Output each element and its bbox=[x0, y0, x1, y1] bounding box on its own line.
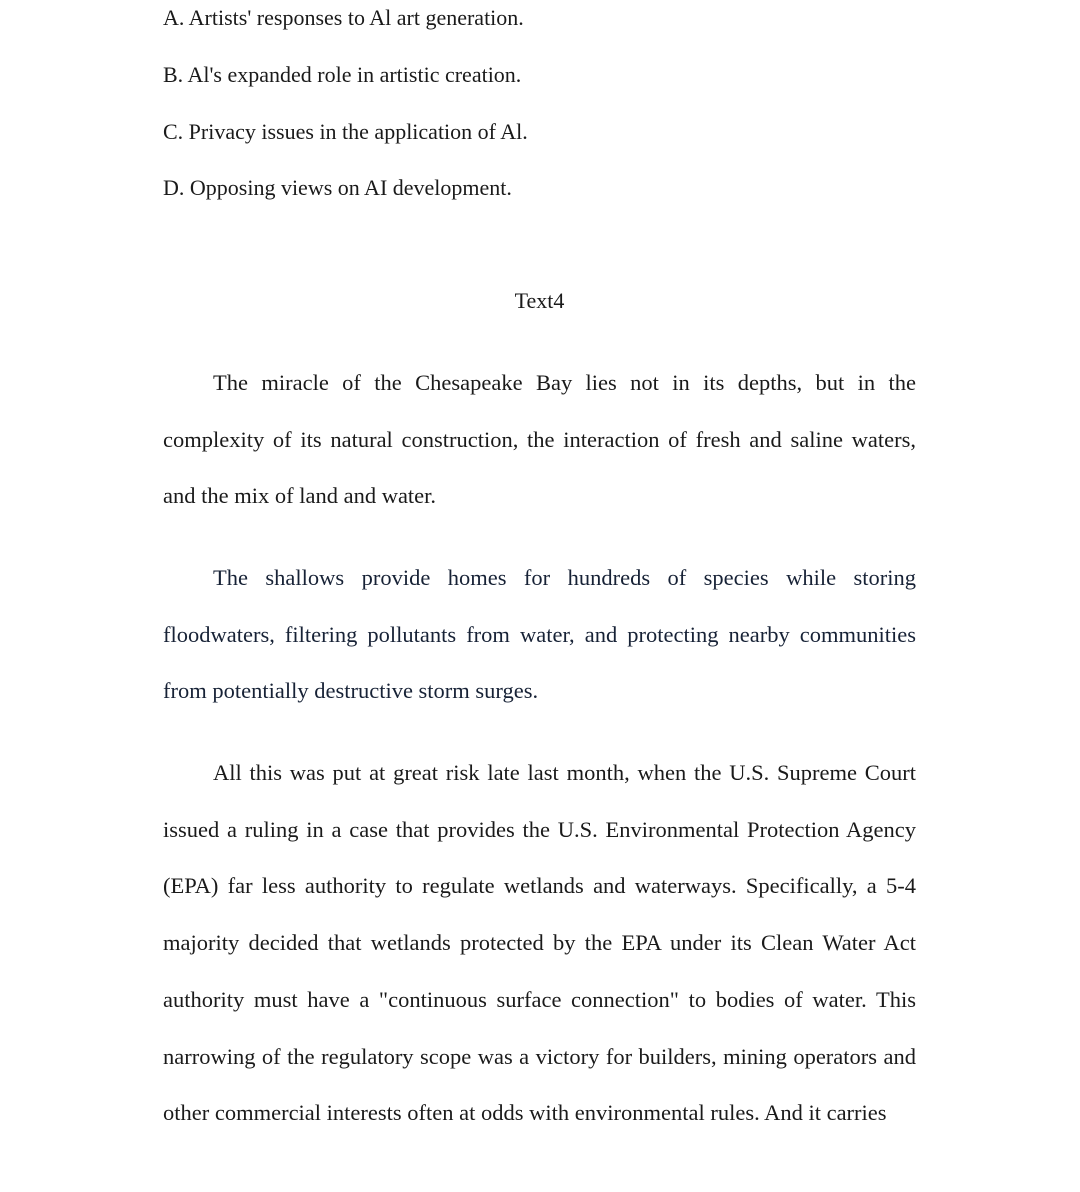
paragraph-1: The miracle of the Chesapeake Bay lies not in its depths, but in the complexity of its natural construction, the interaction of fresh and saline waters, and the mix of land and water. bbox=[163, 370, 916, 509]
paragraph-2: The shallows provide homes for hundreds of species while storing floodwaters, filtering pollutants from water, and protecting nearby communities from potentially destructive storm surges. bbox=[163, 565, 916, 704]
answer-option-d: D. Opposing views on AI development. bbox=[163, 175, 512, 200]
answer-option-a: A. Artists' responses to Al art generation. bbox=[163, 5, 524, 30]
section-title: Text4 bbox=[514, 288, 565, 313]
answer-option-b: B. Al's expanded role in artistic creation. bbox=[163, 62, 522, 87]
answer-option-c: C. Privacy issues in the application of Al. bbox=[163, 119, 528, 144]
paragraph-3: All this was put at great risk late last month, when the U.S. Supreme Court issued a ruling in a case that provides the U.S. Environmental Protection Agency (EPA) far less authority to regulate wetlands and waterways. Specifically, a 5-4 majority decided that wetlands protected by the EPA under its Clean Water Act authority must have a "continuous surface connection" to bodies of water. This narrowing of the regulatory scope was a victory for builders, mining operators and other commercial interests often at odds with environmental rules. And it carries bbox=[163, 760, 916, 1126]
